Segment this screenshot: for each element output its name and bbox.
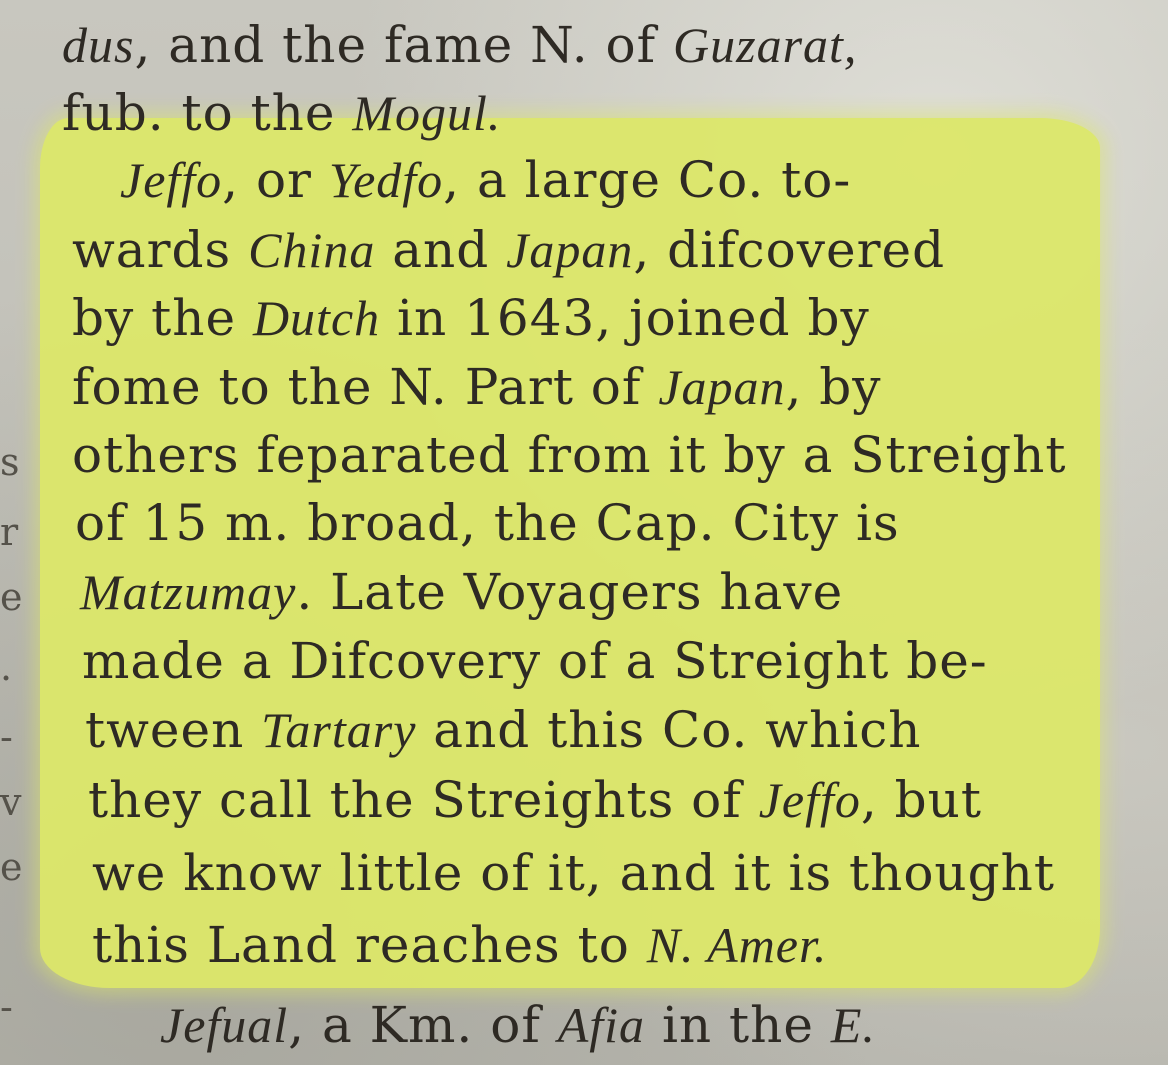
- line-segment: we know little of it, and it is thought: [92, 844, 1055, 902]
- line-segment: Japan: [658, 359, 786, 415]
- line-segment: E.: [830, 997, 876, 1053]
- text-line: [80, 563, 844, 621]
- line-segment: China: [248, 222, 376, 278]
- line-segment: Tartary: [261, 702, 417, 758]
- line-segment: N. Amer.: [646, 917, 828, 973]
- text-line: [82, 632, 988, 690]
- line-segment: , or: [222, 151, 329, 209]
- margin-char: s: [0, 440, 20, 484]
- line-segment: , by: [785, 358, 882, 416]
- line-segment: Jeffo: [758, 772, 861, 828]
- line-segment: , and the fame N. of: [134, 16, 673, 74]
- line-segment: Jeffo: [120, 152, 223, 208]
- line-segment: made a Difcovery of a Streight be-: [82, 632, 988, 690]
- line-segment: dus: [62, 17, 135, 73]
- margin-char: v: [0, 780, 22, 824]
- line-segment: fub. to the: [62, 84, 353, 142]
- line-segment: , difcovered: [633, 221, 946, 279]
- line-segment: , a large Co. to-: [443, 151, 852, 209]
- text-line: [88, 771, 982, 829]
- text-line: [92, 844, 1055, 902]
- line-segment: Jefual: [160, 997, 289, 1053]
- text-line: [120, 151, 852, 209]
- text-line: [85, 701, 922, 759]
- text-line: [62, 84, 502, 142]
- line-segment: and this Co. which: [416, 701, 922, 759]
- line-segment: in 1643, joined by: [380, 289, 870, 347]
- line-segment: in the: [645, 996, 831, 1054]
- line-segment: , a Km. of: [288, 996, 558, 1054]
- line-segment: . Late Voyagers have: [296, 563, 844, 621]
- text-line: [92, 916, 828, 974]
- text-line: [160, 996, 876, 1054]
- line-segment: tween: [85, 701, 262, 759]
- text-line: [62, 16, 858, 74]
- margin-char: e: [0, 845, 23, 889]
- line-segment: Japan: [506, 222, 634, 278]
- line-segment: and: [375, 221, 507, 279]
- line-segment: wards: [72, 221, 249, 279]
- margin-char: -: [0, 985, 13, 1029]
- line-segment: Afia: [557, 997, 646, 1053]
- line-segment: of 15 m. broad, the Cap. City is: [75, 494, 900, 552]
- line-segment: this Land reaches to: [92, 916, 647, 974]
- margin-char: .: [0, 645, 13, 689]
- text-line: [72, 289, 870, 347]
- text-line: [75, 494, 900, 552]
- text-line: [72, 426, 1067, 484]
- line-segment: Dutch: [252, 290, 381, 346]
- line-segment: they call the Streights of: [88, 771, 759, 829]
- text-line: [72, 358, 882, 416]
- line-segment: fome to the N. Part of: [72, 358, 659, 416]
- line-segment: Yedfo: [328, 152, 444, 208]
- line-segment: Guzarat,: [673, 17, 858, 73]
- line-segment: by the: [72, 289, 253, 347]
- margin-char: e: [0, 575, 23, 619]
- margin-char: r: [0, 510, 19, 554]
- margin-char: -: [0, 715, 13, 759]
- line-segment: Matzumay: [80, 564, 297, 620]
- text-line: [72, 221, 946, 279]
- line-segment: Mogul.: [352, 85, 502, 141]
- line-segment: , but: [860, 771, 982, 829]
- line-segment: others feparated from it by a Streight: [72, 426, 1067, 484]
